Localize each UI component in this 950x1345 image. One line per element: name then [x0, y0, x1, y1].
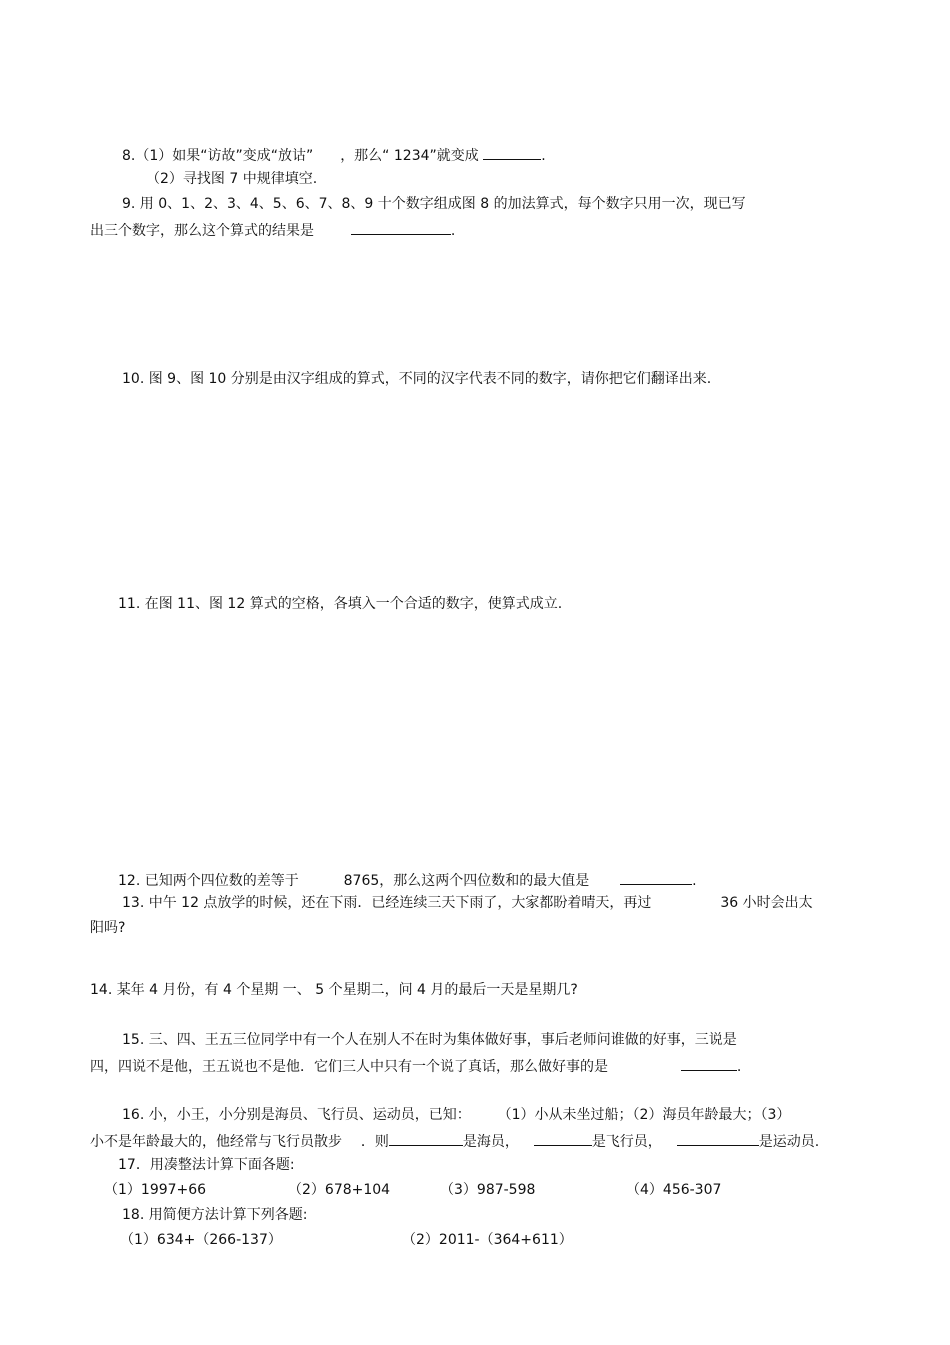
q9-line1: 9. 用 0、1、2、3、4、5、6、7、8、9 十个数字组成图 8 的加法算式，每个数字只用一次，现已写 [122, 196, 746, 212]
q16-line2-d: 是飞行员， [591, 1134, 662, 1150]
q8-answer-blank[interactable] [483, 145, 541, 160]
q16-line2-a: 小不是年龄最大的，他经常与飞行员散步 [90, 1134, 342, 1150]
q8-part1-period: . [541, 148, 546, 164]
q9-line2-text: 出三个数字，那么这个算式的结果是 [90, 223, 314, 239]
q17-title: 17．用凑整法计算下面各题: [118, 1157, 295, 1173]
q8-part1 [122, 145, 546, 165]
q10-text: 10. 图 9、图 10 分别是由汉字组成的算式，不同的汉字代表不同的数字，请你把它们翻译出来. [122, 371, 712, 387]
q16-line2-c: 是海员， [462, 1134, 519, 1150]
q16-line1-b: （1）小从未坐过船；（2）海员年龄最大；（3） [497, 1107, 791, 1123]
q13-line2: 阳吗? [90, 920, 126, 936]
q9-line2-period: . [450, 223, 456, 239]
q18-item-2: （2）2011-（364+611） [402, 1232, 573, 1248]
q17-item-1: （1）1997+66 [104, 1182, 207, 1198]
q16-line1-a: 16. 小，小王，小分别是海员、飞行员、运动员，已知： [122, 1107, 471, 1123]
q18-item-1: （1）634+（266-137） [120, 1232, 282, 1248]
q16-line1 [122, 1106, 790, 1124]
q16-line2-e: 是运动员. [758, 1134, 820, 1150]
q15-period: . [736, 1059, 742, 1075]
q15-line2-text: 四，四说不是他，王五说也不是他．它们三人中只有一个说了真话，那么做好事的是 [90, 1059, 608, 1075]
q16-pilot-blank[interactable] [534, 1131, 592, 1146]
q13-line1-text: 13. 中午 12 点放学的时候，还在下雨．已经连续三天下雨了，大家都盼着晴天，再过 [122, 895, 652, 911]
q16-line2-b: ．则 [360, 1134, 389, 1150]
q12-text-num: 8765，那么这两个四位数和的最大值是 [343, 873, 590, 889]
q8-part1-text: 8.（1）如果“访故”变成“放诂” [122, 148, 314, 164]
q9-line2 [90, 220, 455, 240]
q16-athlete-blank[interactable] [677, 1131, 759, 1146]
q13-line1-end: 36 小时会出太 [720, 895, 813, 911]
q11-text: 11. 在图 11、图 12 算式的空格，各填入一个合适的数字，使算式成立. [118, 596, 563, 612]
q8-part2: （2）寻找图 7 中规律填空. [146, 171, 318, 187]
q13-line1 [122, 894, 813, 912]
q9-answer-blank[interactable] [351, 220, 451, 235]
q8-part1-mid: ，那么“ 1234”就变成 [340, 148, 479, 164]
q16-sailor-blank[interactable] [389, 1131, 463, 1146]
q14-text: 14. 某年 4 月份，有 4 个星期 一、 5 个星期二，问 4 月的最后一天是星期几? [90, 982, 578, 998]
q15-answer-blank[interactable] [681, 1056, 737, 1071]
q17-item-2: （2）678+104 [288, 1182, 391, 1198]
q15-line2 [90, 1056, 741, 1076]
q12-text-start: 12. 已知两个四位数的差等于 [118, 873, 299, 889]
q17-item-4: （4）456-307 [626, 1182, 722, 1198]
q12-line [118, 870, 697, 890]
q12-answer-blank[interactable] [620, 870, 692, 885]
q15-line1: 15. 三、四、王五三位同学中有一个人在别人不在时为集体做好事，事后老师问谁做的好事，三说是 [122, 1032, 737, 1048]
q16-line2 [90, 1131, 819, 1151]
q18-title: 18. 用简便方法计算下列各题: [122, 1207, 308, 1223]
q12-period: . [692, 873, 697, 889]
q17-item-3: （3）987-598 [440, 1182, 536, 1198]
